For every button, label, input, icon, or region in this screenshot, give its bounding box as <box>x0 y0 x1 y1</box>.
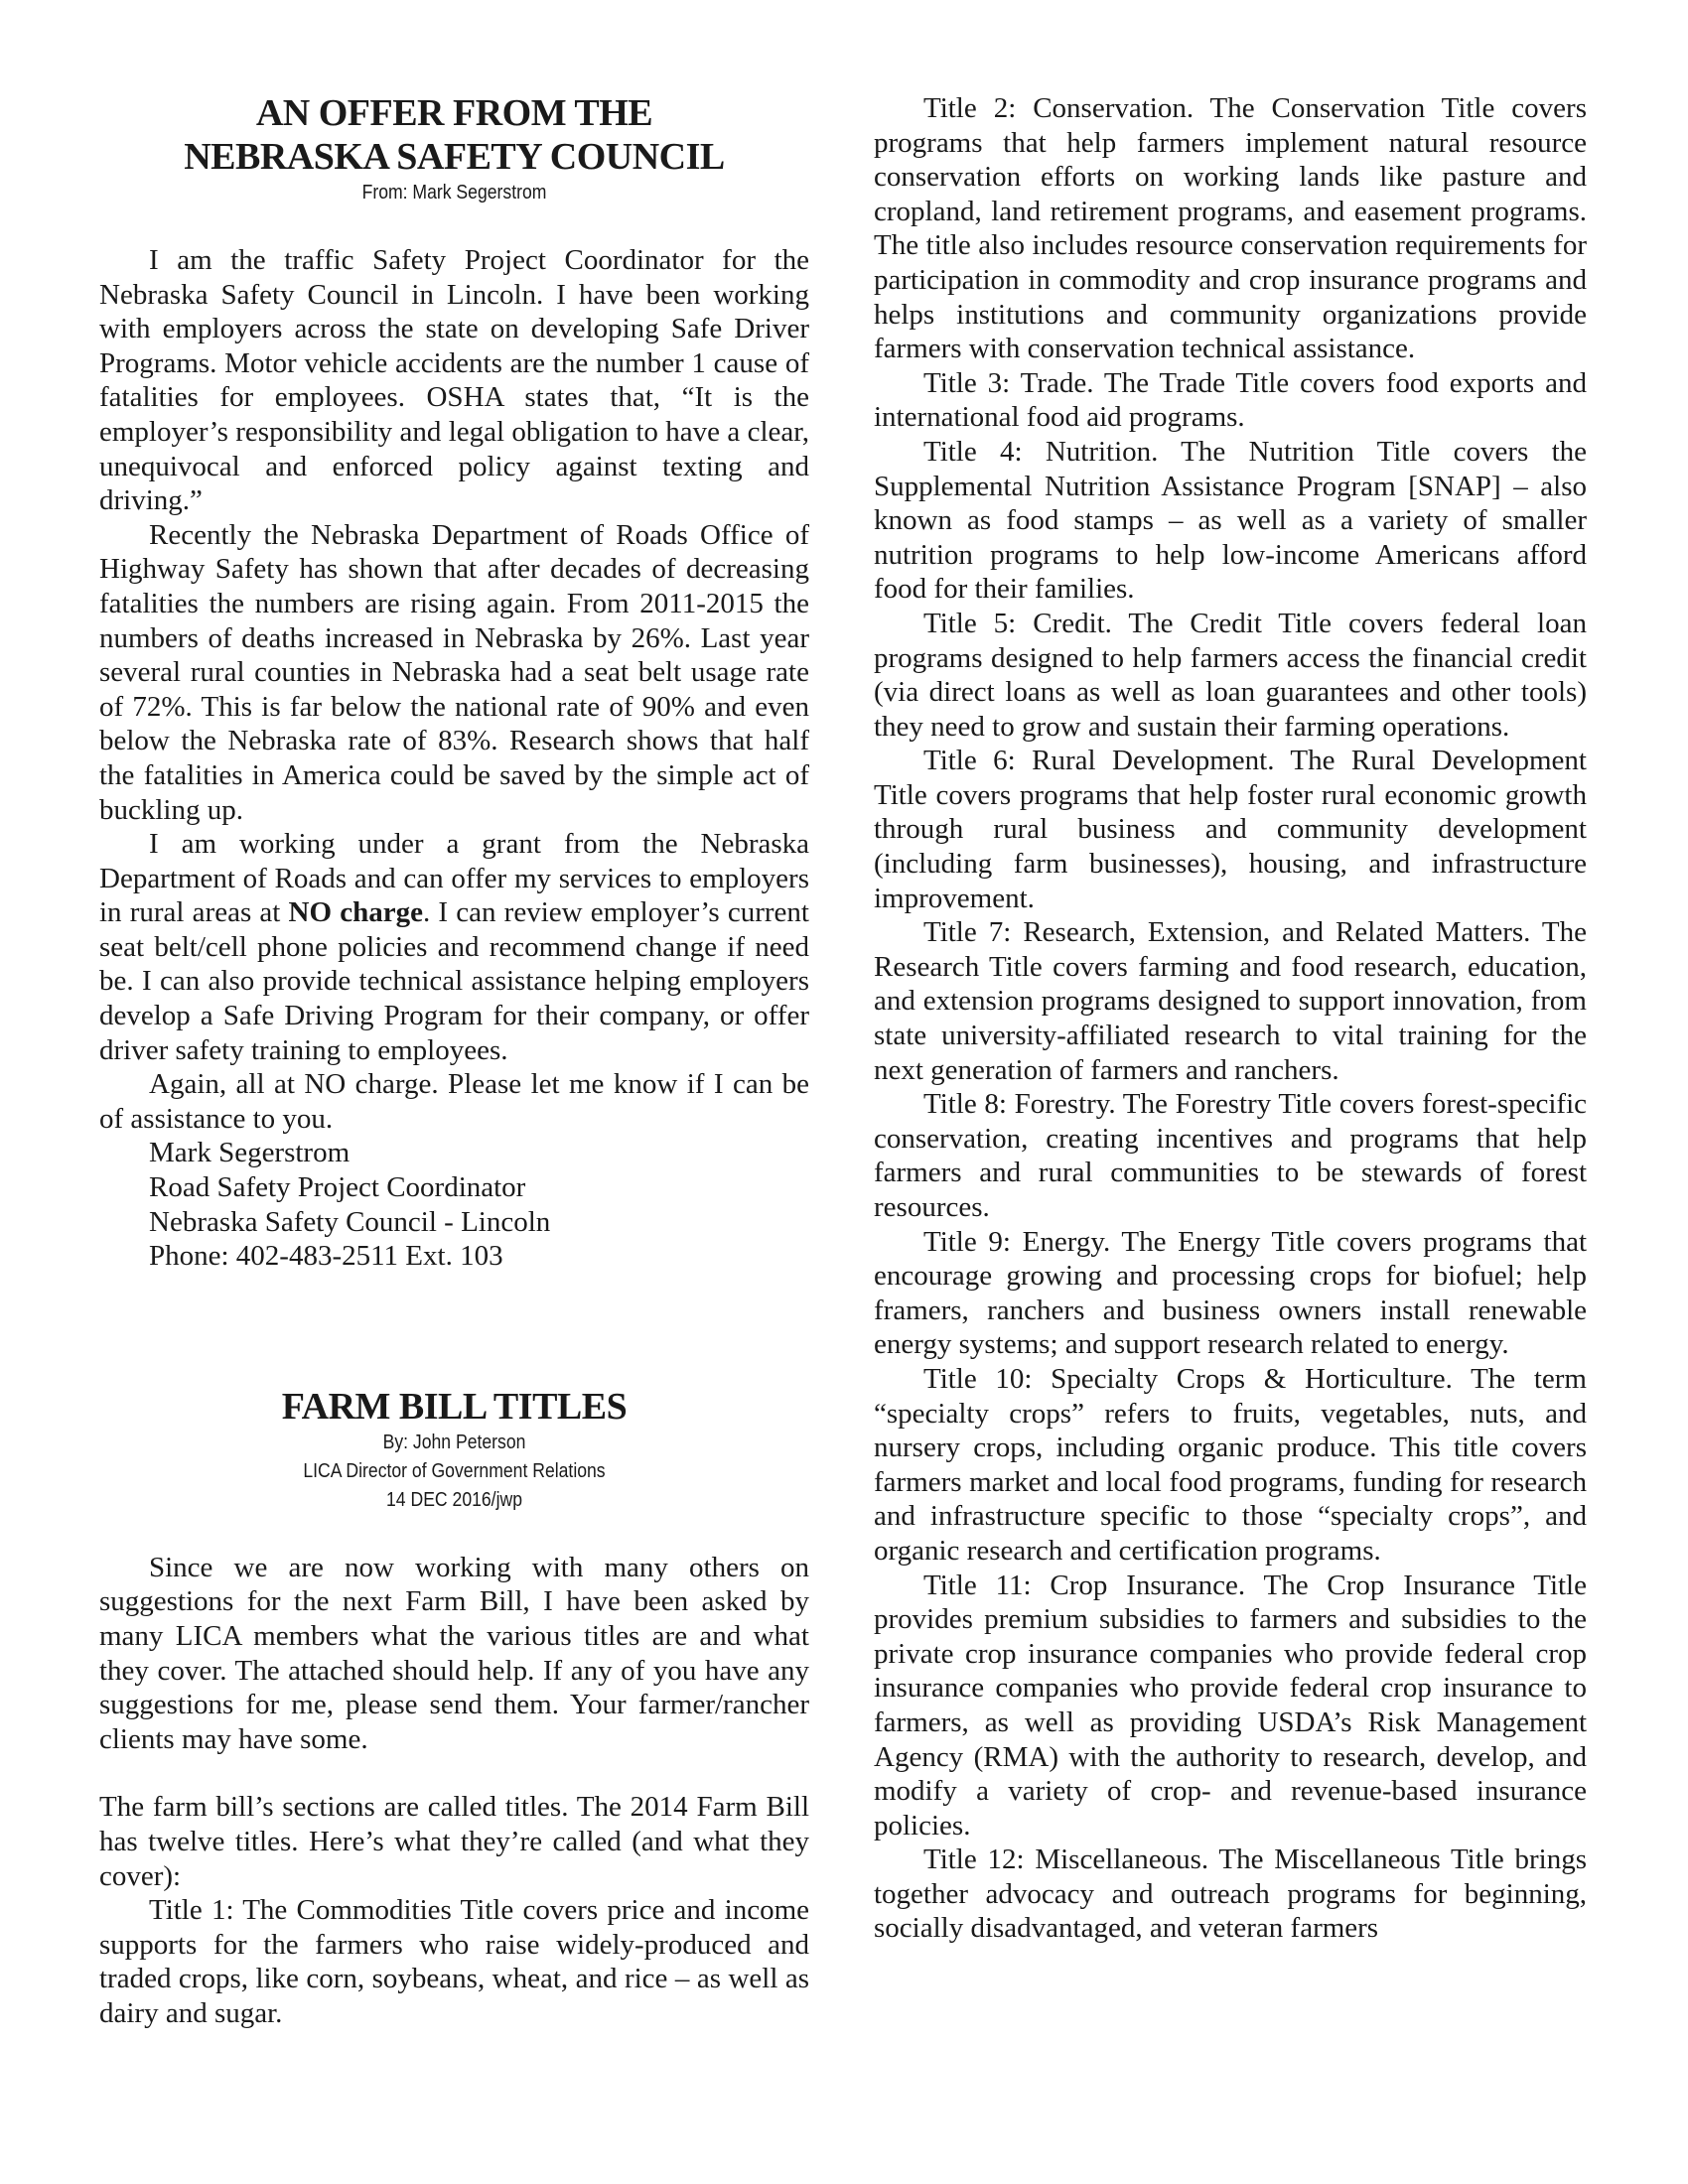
article2-intro: Since we are now working with many others on suggestions for the next Farm Bill, I have been asked by many LICA members what the various titles are and what they cover. The attached should help. If any of you have any suggestions for me, please send them. Your farmer/rancher clients may have some. <box>99 1551 809 1755</box>
farm-bill-title-5: Title 5: Credit. The Credit Title covers federal loan programs designed to help farmers access the financial credit (via direct loans as well as loan guarantees and other tools) they need to grow and sustain their farming operations. <box>874 607 1587 743</box>
left-column <box>99 91 809 2031</box>
right-column <box>874 91 1587 1946</box>
signature-block <box>99 1136 809 1273</box>
article1-paragraph: Recently the Nebraska Department of Roads Office of Highway Safety has shown that after decades of decreasing fatalities the numbers are rising again. From 2011-2015 the numbers of deaths increased in Nebraska by 26%. Last year several rural counties in Nebraska had a seat belt usage rate of 72%. This is far below the national rate of 90% and even below the Nebraska rate of 83%. Research shows that half the fatalities in America could be saved by the simple act of buckling up. <box>99 518 809 826</box>
article1-title-line2: NEBRASKA SAFETY COUNCIL <box>184 136 725 178</box>
farm-bill-title-1: Title 1: The Commodities Title covers price and income supports for the farmers who raise widely-produced and traded crops, like corn, soybeans, wheat, and rice – as well as dairy and sugar. <box>99 1894 809 2029</box>
farm-bill-title-11: Title 11: Crop Insurance. The Crop Insurance Title provides premium subsidies to farmers and subsidies to the private crop insurance companies who provide federal crop insurance companies who provide federal crop insurance to farmers, as well as providing USDA’s Risk Management Agency (RMA) with the authority to research, develop, and modify a variety of crop- and revenue-based insurance policies. <box>874 1569 1587 1842</box>
farm-bill-title-8: Title 8: Forestry. The Forestry Title covers forest-specific conservation, creating incentives and programs that help farmers and rural communities to be stewards of forest resources. <box>874 1088 1587 1223</box>
farm-bill-title-3: Title 3: Trade. The Trade Title covers food exports and international food aid programs. <box>874 366 1587 434</box>
article1-paragraph: Again, all at NO charge. Please let me know if I can be of assistance to you. <box>99 1068 809 1135</box>
farm-bill-title-4: Title 4: Nutrition. The Nutrition Title covers the Supplemental Nutrition Assistance Program [SNAP] – also known as food stamps – as well as a variety of smaller nutrition programs to help low-income Americans afford food for their families. <box>874 435 1587 606</box>
article1-paragraph <box>99 827 809 1067</box>
article1-p3-text: I am working under a grant from the Nebraska Department of Roads and can offer my services to employers in rural areas at <box>99 828 809 929</box>
farm-bill-title-12: Title 12: Miscellaneous. The Miscellaneous Title brings together advocacy and outreach programs for beginning, socially disadvantaged, and veteran farmers <box>874 1843 1587 1945</box>
article1-byline: From: Mark Segerstrom <box>361 182 547 204</box>
article2-byline-date: 14 DEC 2016/jwp <box>386 1488 522 1511</box>
signature-role: Road Safety Project Coordinator <box>149 1171 526 1204</box>
farm-bill-title-10: Title 10: Specialty Crops & Horticulture. The term “specialty crops” refers to fruits, vegetables, nuts, and nursery crops, including organic produce. This title covers farmers market and local food programs, funding for research and infrastructure specific to those “specialty crops”, and organic research and certification programs. <box>874 1362 1587 1567</box>
article2-overview: The farm bill’s sections are called titles. The 2014 Farm Bill has twelve titles. Here’s what they’re called (and what they cover): <box>99 1791 809 1892</box>
signature-organization: Nebraska Safety Council - Lincoln <box>149 1205 551 1238</box>
article2-title: FARM BILL TITLES <box>281 1385 628 1428</box>
article1-title <box>99 91 809 179</box>
farm-bill-title-9: Title 9: Energy. The Energy Title covers programs that encourage growing and processing crops for biofuel; help framers, ranchers and business owners install renewable energy systems; and support research related to energy. <box>874 1225 1587 1361</box>
article1-p3-text-end: . I can review employer’s current seat belt/cell phone policies and recommend change if need be. I can also provide technical assistance helping employers develop a Safe Driving Program for their company, or offer driver safety training to employees. <box>99 896 809 1066</box>
farm-bill-title-6: Title 6: Rural Development. The Rural Development Title covers programs that help foster rural economic growth through rural business and community development (including farm businesses), housing, and infrastructure improvement. <box>874 745 1587 914</box>
article2-byline-role: LICA Director of Government Relations <box>303 1459 606 1482</box>
article2-byline-author: By: John Peterson <box>382 1431 526 1453</box>
farm-bill-title-7: Title 7: Research, Extension, and Related Matters. The Research Title covers farming and food research, education, and extension programs designed to support innovation, from state university-affiliated research to vital training for the next generation of farmers and ranchers. <box>874 916 1587 1086</box>
article1-paragraph: I am the traffic Safety Project Coordinator for the Nebraska Safety Council in Lincoln. I have been working with employers across the state on developing Safe Driver Programs. Motor vehicle accidents are the number 1 cause of fatalities for employees. OSHA states that, “It is the employer’s responsibility and legal obligation to have a clear, unequivocal and enforced policy against texting and driving.” <box>99 244 809 517</box>
signature-phone: Phone: 402-483-2511 Ext. 103 <box>149 1240 503 1273</box>
signature-name: Mark Segerstrom <box>149 1137 351 1169</box>
farm-bill-title-2: Title 2: Conservation. The Conservation Title covers programs that help farmers implement natural resource conservation efforts on working lands like pasture and cropland, land retirement programs, and easement programs. The title also includes resource conservation requirements for participation in commodity and crop insurance programs and helps institutions and community organizations provide farmers with conservation technical assistance. <box>874 92 1587 365</box>
article1-title-line1: AN OFFER FROM THE <box>255 92 653 134</box>
no-charge-emphasis: NO charge <box>288 896 423 929</box>
